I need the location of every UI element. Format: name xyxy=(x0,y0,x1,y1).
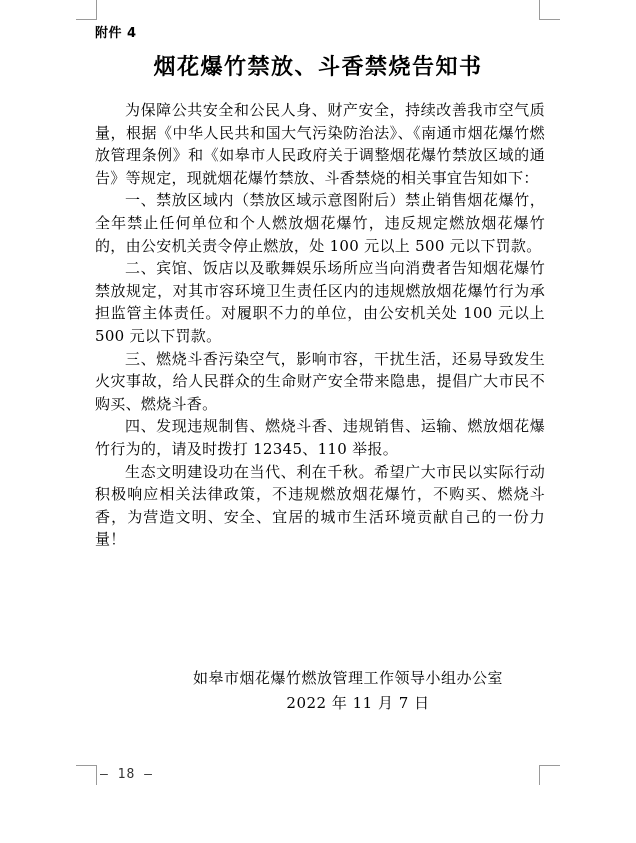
crop-mark-bottom-left-vertical xyxy=(96,765,97,785)
crop-mark-top-left-horizontal xyxy=(76,19,96,20)
crop-mark-bottom-left-horizontal xyxy=(76,765,96,766)
signature-date: 2022 年 11 月 7 日 xyxy=(286,694,430,712)
crop-mark-top-left-vertical xyxy=(96,0,97,20)
document-title: 烟花爆竹禁放、斗香禁烧告知书 xyxy=(153,55,483,80)
clause-paragraph-2: 二、宾馆、饭店以及歌舞娱乐场所应当向消费者告知烟花爆竹禁放规定，对其市容环境卫生责任区内的违规燃放烟花爆竹行为承担监管主体责任。对履职不力的单位，由公安机关处 100 元以上 500 元以下罚款。 xyxy=(95,259,545,345)
crop-mark-top-right-horizontal xyxy=(540,19,560,20)
clause-paragraph-3: 三、燃烧斗香污染空气，影响市容，干扰生活，还易导致发生火灾事故，给人民群众的生命财产安全带来隐患，提倡广大市民不购买、燃烧斗香。 xyxy=(95,349,545,413)
crop-mark-bottom-right-horizontal xyxy=(540,765,560,766)
page-number: — 18 — xyxy=(100,767,153,782)
crop-mark-bottom-right-vertical xyxy=(539,765,540,785)
signature-organization: 如皋市烟花爆竹燃放管理工作领导小组办公室 xyxy=(192,669,503,687)
document-body xyxy=(95,99,545,551)
closing-paragraph: 生态文明建设功在当代、利在千秋。希望广大市民以实际行动积极响应相关法律政策，不违规燃放烟花爆竹，不购买、燃烧斗香，为营造文明、安全、宜居的城市生活环境贡献自己的一份力量！ xyxy=(95,462,545,549)
clause-paragraph-1: 一、禁放区域内（禁放区域示意图附后）禁止销售烟花爆竹，全年禁止任何单位和个人燃放烟花爆竹，违反规定燃放烟花爆竹的，由公安机关责令停止燃放，处 100 元以上 500 元以下罚款。 xyxy=(95,191,545,255)
clause-paragraph-4: 四、发现违规制售、燃烧斗香、违规销售、运输、燃放烟花爆竹行为的，请及时拨打 12345、110 举报。 xyxy=(95,417,545,458)
attachment-label: 附件 4 xyxy=(95,26,137,41)
crop-mark-top-right-vertical xyxy=(539,0,540,20)
intro-paragraph: 为保障公共安全和公民人身、财产安全，持续改善我市空气质量，根据《中华人民共和国大气污染防治法》、《南通市烟花爆竹燃放管理条例》和《如皋市人民政府关于调整烟花爆竹禁放区域的通告》等规定，现就烟花爆竹禁放、斗香禁烧的相关事宜告知如下： xyxy=(95,101,545,187)
